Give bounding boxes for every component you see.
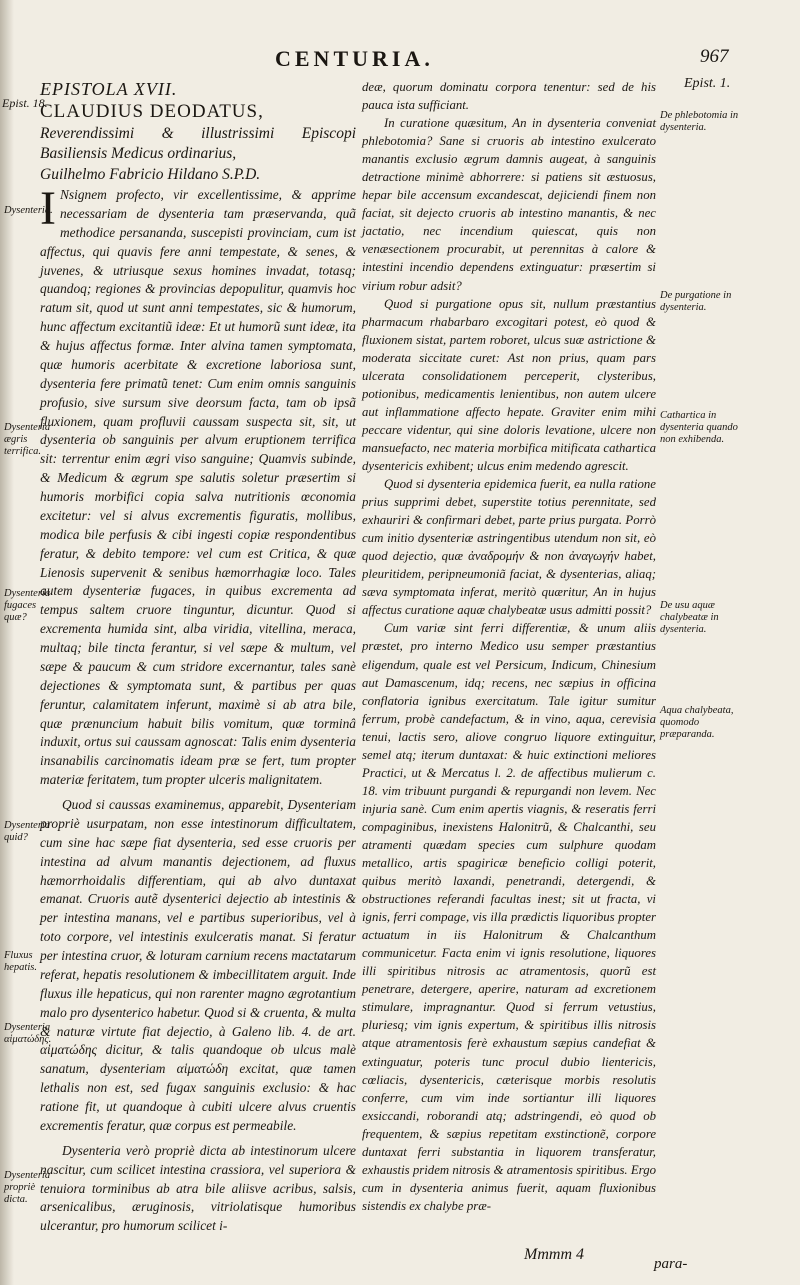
paragraph: Quod si caussas examinemus, apparebit, Dysenteriam propriè usurpatam, non esse intestinorum difficultatem, cum sine hac sæpe fiat dysenteria, sed esse cruoris per intestina ad alvum manantis dejectionem, ad fluxus hæmorrhoidalis differentiam, qui ab alvo duntaxat emanat. Cruoris autẽ dysenterici dejectio ab intestinis & per intestina manans, vel e partibus superioribus, vel à toto corpore, vel intestinis exulceratis manat. Si feratur per intestina cruor, & loturam carnium recens mactatarum referat, hepatis resolutionem & imbecillitatem arguit. Inde fluxus ille hepaticus, qui non rarenter magno ægrotantium malo pro dysenterico habetur. Quod si & cruenta, & multa & naturæ virtute fiat dejectio, à Galeno lib. 4. de art. αἱματώδης dicitur, & talis quandoque ob ulcus malè sanatum, dysenteriam αἱματώδη excitat, quæ tamen lethalis non est, sed fugax sanguinis exclusio: & hac ratione fit, ut quandoque à cubiti ulcere alvus cruentis excrementis feratur, quæ corpus est permeabile. — [40, 797, 356, 1133]
gutter-shadow — [0, 0, 14, 1285]
letter-author: CLAUDIUS DEODATUS, — [40, 101, 264, 122]
paragraph — [40, 182, 356, 790]
margin-note: Dysenteria quid? — [4, 820, 51, 843]
catchword: para- — [654, 1256, 688, 1272]
margin-note: Dysenteria. — [4, 205, 53, 216]
margin-note: De purgatione in dysenteria. — [660, 290, 732, 313]
signature-mark: Mmmm 4 — [524, 1246, 584, 1263]
page-header — [0, 46, 800, 72]
margin-note: Cathartica in dysenteria quando non exhibenda. — [660, 410, 738, 445]
paragraph: deæ, quorum dominatu corpora tenentur: sed de his pauca ista sufficiant. — [362, 80, 656, 113]
margin-note: Aqua chalybeata, quomodo præparanda. — [660, 705, 734, 740]
margin-note: De phlebotomia in dysenteria. — [660, 110, 739, 133]
margin-note: De usu aquæ chalybeatæ in dysenteria. — [660, 600, 719, 635]
left-column — [40, 78, 356, 1236]
margin-note: Fluxus hepatis. — [4, 950, 37, 973]
epistle-reference-right: Epist. 1. — [684, 76, 731, 91]
running-title: CENTURIA. — [275, 46, 434, 71]
margin-note: Dysenteria ægris terrifica. — [4, 422, 51, 457]
margin-note: Dysenteria propriè dicta. — [4, 1170, 51, 1205]
page-number: 967 — [700, 46, 729, 67]
paragraph: In curatione quæsitum, An in dysenteria conveniat phlebotomia? Sane si cruoris ab intestino exulcerato manantis exclusio ægrum damnis augeat, à sanguinis detractione minimè abhorrere: si patiens sit æstuosus, hepar bile accensum excandescat, dejiciendi finem non faciat, sit dejecto cruoris ab intestino manantis, & nec jactatio, nec incendium quiescat, quis non venæsectionem procurabit, ut perennitas à calore & intestini incendio dependens extinguatur: præsertim si virium robur adsit? — [362, 116, 656, 293]
margin-note: Dysenteria αἱματώδης. — [4, 1022, 52, 1045]
paragraph: Dysenteria verò propriè dicta ab intestinorum ulcere nascitur, cum scilicet intestina crassiora, vel superiora & tenuiora torminibus ab atra bile aliisve acribus, salsis, arsenicalibus, æruginosis, vitriolatisque humoribus ulcerantur, pro humorum scilicet i- — [40, 1142, 356, 1234]
right-column — [362, 78, 656, 1215]
letter-office: Reverendissimi & illustrissimi Episcopi Basiliensis Medicus ordinarius, — [40, 125, 356, 162]
paragraph: Quod si dysenteria epidemica fuerit, ea nulla ratione prius supprimi debet, superstite totius perennitate, sed exhauriri & confirmari debet, parte prius purgata. Porrò cum initio dysenteriæ astringentibus utendum non sit, eò quod dejectio, quæ ἀναδρομήν & non ἀναγωγήν habet, pleuritidem, peripneumoniã faciat, & dysenterias, aliaq; sæva symptomata inferat, meritò quæritur, An in hujus affectus curatione aquæ chalybeatæ usus admitti possit? — [362, 477, 656, 618]
epistle-reference-left: Epist. 18. — [2, 96, 48, 110]
margin-note: Dysenteria fugaces quæ? — [4, 588, 51, 623]
letter-addressee: Guilhelmo Fabricio Hildano S.P.D. — [40, 166, 261, 183]
paragraph-text: Nsignem profecto, vir excellentissime, & apprime necessariam de dysenteria tam præservanda, quã methodice persananda, suscepisti provinciam, cum ist affectus, qui quavis fere anni tempestate, & senes, & juvenes, & utriusque sexus homines invadat, totasq; quandoq; regiones & provincias depopulitur, quamvis hoc ratum sit, quod ut sunt anni tempestates, sic & humorum, hunc affectum excitantiũ ideæ: Et ut humorũ sunt ideæ, ita & hujus affectus formæ. Inter alvina tamen symptomata, quæ humoris acerbitate & excretione laboriosa sunt, dysenteria fere primatũ tenet: Cum enim omnis sanguinis profusio, sive sursum sive deorsum facta, tam ob ipsã fluxionem, quam profluvii caussam suspecta sit, sit, ut dysenteria ob sanguinis per alvum eruptionem terrifica sit: terrentur enim ægri viso sanguine; Quamvis subinde, & Medicum & ægrum spe salutis soletur præsertim si humoris morbifici copia salva nutritionis œconomia excitetur: vel si alvus excrementis figuratis, mollibus, modica bile perfusis & cibi ingesti copiæ respondentibus feratur, & debito tempore: vel cum est Critica, & quæ Lienosis supervenit & senibus hæmorrhagiæ loco. Tales autem dysenteriæ fugaces, in quibus excrementa ad tempus saltem cruore tinguntur, dicuntur. Quod si excrementa humida sint, alba viridia, vitellina, meraca, multaq; bile tincta ferantur, si vel sæpe & multum, vel sæpe & paucum & cum stridore excernantur, tales sanè dejectiones & symptomata sunt, & partibus per quas feruntur, calamitatem inferunt, maximè si ab atra bile, quæ prænuncium habuit bilis vomitum, quæ torminâ induxit, ortus sui caussam agnoscat: Talis enim dysenteria insanabilis carcinomatis ideam præ se fert, tum propter materiæ feritatem, tum propter ulceris malignitatem. — [40, 187, 356, 788]
drop-cap: I — [40, 182, 56, 235]
paragraph: Quod si purgatione opus sit, nullum præstantius pharmacum rhabarbaro excogitari potest, eò quod & fluxionem sistat, partem roboret, ulcus suæ astrictione & moderata siccitate curet: Ast non prius, quam pars ulcerata consolidationem perceperit, clysteribus, potionibus, medicamentis lenientibus, non autem ulcere aut inflammatione affecto hepate. Graviter enim mihi peccare videntur, qui sine doloris levatione, ulcere non mansuefacto, nec materia morbifica mitificata cathartica dysentericis exhibent; ulcus enim medendo agrescit. — [362, 296, 656, 473]
letter-title: EPISTOLA XVII. — [40, 79, 178, 99]
paragraph: Cum variæ sint ferri differentiæ, & unum aliis præstet, pro interno Medico usu semper præstantius eligendum, quale est vel Persicum, Indicum, Chinesium aut Damascenum, idq; recens, nec sæpius in officina conflatoria ignibus exercitatum. Tale igitur sumitur ferrum, probè candefactum, & in vino, aqua, cerevisia tenui, lactis sero, aliove congruo liquore extinguitur, semel atq; iterum duntaxat: & huic extinctioni meliores Practici, ut & Mercatus l. 2. de affectibus mulierum c. 18. vim tribuunt purgandi & repurgandi non levem. Nec injuria sanè. Cum enim apertis viagnis, & reseratis ferri compaginibus, inexistens Halonitrũ, & Chalcanthi, seu atramenti quædam species cum sulphure quodam metallico, artis spagiricæ beneficio colligi poterit, quibus meritò laxandi, penetrandi, detergendi, & obstructiones referandi facultas inest; sit ut fracta, vi ignis, ferri compage, vis illa prædictis liquoribus propter actuatum in iis Halonitrum & Chalcanthum communicetur. Facta enim vi ignis resolutione, liquores illi spiritibus nitrosis ac atramentosis, quorũ est penetrare, detergere, aperire, naturam ad excretionem stimulare, impragnantur. Quod si ferrum vetustius, pluriesq; vim ignis expertum, & spiritibus illis nitrosis atque atramentosis ferè exhaustum sæpius candefiat & extinguatur, poteris tunc procul dubio lientericis, cœliacis, dysentericis, cæterisque morbis resolutis conferre, cum vim inde sortiantur illi liquores exsiccandi, roborandi atq; adstringendi, eò quod ob frequentem, & sæpius repetitam exstinctionẽ, corpore duntaxat ferri substantia in liquorem transferatur, exhaustis pridem nitrosis & atramentosis spiritibus. Ergo cum in dysenteria animus fuerit, aquam fluxionibus sistendis ex chalybe præ- — [362, 621, 656, 1213]
